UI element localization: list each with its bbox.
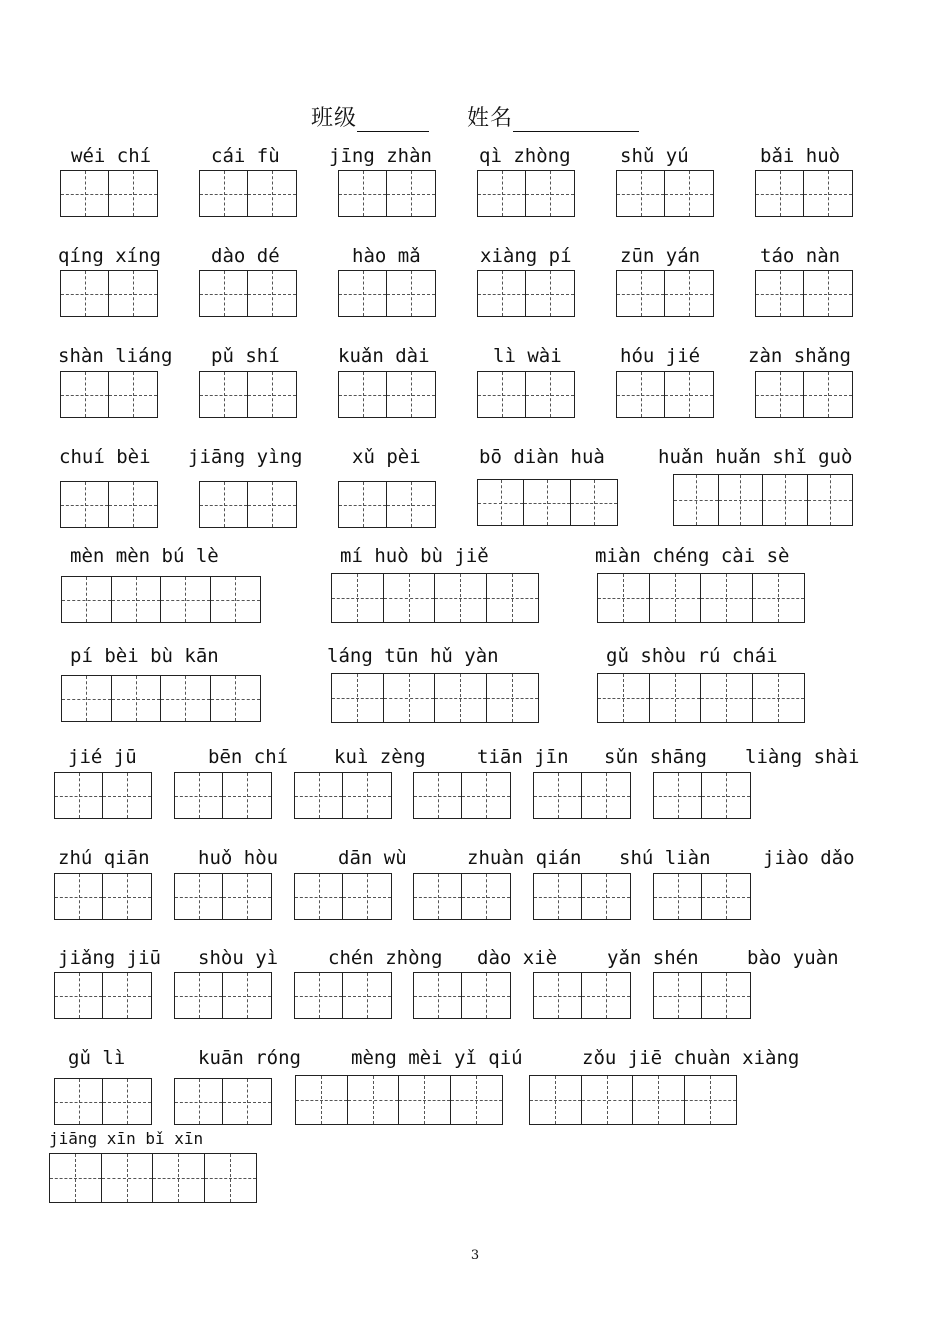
pinyin-label: pí bèi bù kān (70, 645, 219, 667)
character-box[interactable] (650, 674, 702, 722)
character-box[interactable] (654, 973, 702, 1018)
character-box[interactable] (223, 1079, 271, 1124)
writing-boxes (295, 1075, 503, 1125)
character-box[interactable] (702, 773, 750, 818)
name-blank[interactable] (513, 107, 639, 132)
writing-boxes (294, 873, 392, 920)
pinyin-label: jié jū (68, 746, 137, 768)
character-box[interactable] (702, 874, 750, 919)
pinyin-label: láng tūn hǔ yàn (327, 645, 499, 667)
character-box[interactable] (414, 973, 462, 1018)
pinyin-label: jiǎng jiū (58, 947, 161, 969)
character-box[interactable] (175, 773, 223, 818)
writing-boxes (294, 972, 392, 1019)
character-box[interactable] (462, 973, 510, 1018)
pinyin-label: miàn chéng cài sè (595, 545, 790, 567)
pinyin-label: mí huò bù jiě (340, 545, 489, 567)
writing-boxes (174, 873, 272, 920)
pinyin-label: dào xiè (477, 947, 558, 969)
pinyin-label: zhuàn qián (467, 847, 582, 869)
character-box[interactable] (295, 773, 343, 818)
writing-boxes (533, 873, 631, 920)
character-box[interactable] (654, 874, 702, 919)
writing-boxes (413, 873, 511, 920)
writing-boxes (653, 873, 751, 920)
writing-boxes (60, 170, 158, 217)
character-box[interactable] (435, 574, 487, 622)
character-box[interactable] (478, 171, 526, 216)
character-box[interactable] (211, 577, 261, 622)
writing-boxes (60, 481, 158, 528)
pinyin-label: qíng xíng (58, 245, 161, 267)
character-box[interactable] (61, 482, 109, 527)
character-box[interactable] (103, 874, 151, 919)
writing-boxes (653, 772, 751, 819)
character-box[interactable] (61, 372, 109, 417)
pinyin-label: táo nàn (760, 245, 841, 267)
character-box[interactable] (526, 372, 574, 417)
pinyin-label: shòu yì (198, 947, 279, 969)
character-box[interactable] (62, 676, 112, 721)
writing-boxes (477, 170, 575, 217)
character-box[interactable] (756, 372, 804, 417)
writing-boxes (413, 972, 511, 1019)
character-box[interactable] (399, 1076, 451, 1124)
pinyin-label: lì wài (493, 345, 562, 367)
pinyin-label: huǒ hòu (198, 847, 279, 869)
pinyin-label: shú liàn (619, 847, 711, 869)
character-box[interactable] (526, 171, 574, 216)
character-box[interactable] (223, 973, 271, 1018)
character-box[interactable] (109, 271, 157, 316)
character-box[interactable] (674, 475, 719, 525)
character-box[interactable] (534, 874, 582, 919)
character-box[interactable] (534, 773, 582, 818)
character-box[interactable] (665, 271, 713, 316)
pinyin-label: hóu jié (620, 345, 701, 367)
character-box[interactable] (804, 171, 852, 216)
writing-boxes (60, 270, 158, 317)
character-box[interactable] (478, 271, 526, 316)
writing-boxes (174, 1078, 272, 1125)
writing-boxes (338, 371, 436, 418)
character-box[interactable] (200, 482, 248, 527)
character-box[interactable] (61, 271, 109, 316)
writing-boxes (174, 772, 272, 819)
character-box[interactable] (332, 674, 384, 722)
character-box[interactable] (339, 372, 387, 417)
pinyin-label: zàn shǎng (748, 345, 851, 367)
pinyin-label: mèn mèn bú lè (70, 545, 219, 567)
writing-boxes (616, 371, 714, 418)
writing-boxes (597, 673, 805, 723)
character-box[interactable] (685, 1076, 737, 1124)
character-box[interactable] (435, 674, 487, 722)
class-blank[interactable] (357, 107, 429, 132)
character-box[interactable] (55, 973, 103, 1018)
character-box[interactable] (414, 874, 462, 919)
character-box[interactable] (112, 577, 162, 622)
writing-boxes (533, 972, 631, 1019)
character-box[interactable] (62, 577, 112, 622)
pinyin-label: qì zhòng (479, 145, 571, 167)
character-box[interactable] (102, 1154, 154, 1202)
character-box[interactable] (343, 773, 391, 818)
character-box[interactable] (339, 271, 387, 316)
character-box[interactable] (55, 1079, 103, 1124)
character-box[interactable] (451, 1076, 503, 1124)
character-box[interactable] (702, 973, 750, 1018)
character-box[interactable] (109, 171, 157, 216)
character-box[interactable] (414, 773, 462, 818)
writing-boxes (653, 972, 751, 1019)
character-box[interactable] (55, 773, 103, 818)
character-box[interactable] (248, 372, 296, 417)
pinyin-label: gǔ lì (68, 1047, 126, 1069)
character-box[interactable] (200, 171, 248, 216)
header (0, 101, 950, 132)
pinyin-label: kuǎn dài (338, 345, 430, 367)
character-box[interactable] (462, 874, 510, 919)
name-label: 姓名 (467, 106, 514, 131)
character-box[interactable] (109, 482, 157, 527)
pinyin-label: kuān róng (198, 1047, 301, 1069)
writing-boxes (533, 772, 631, 819)
pinyin-label: jiào dǎo (763, 847, 855, 869)
character-box[interactable] (387, 372, 435, 417)
writing-boxes (54, 972, 152, 1019)
writing-boxes (331, 573, 539, 623)
character-box[interactable] (530, 1076, 582, 1124)
character-box[interactable] (248, 482, 296, 527)
character-box[interactable] (387, 171, 435, 216)
writing-boxes (673, 474, 853, 526)
character-box[interactable] (161, 577, 211, 622)
writing-boxes (54, 1078, 152, 1125)
character-box[interactable] (211, 676, 261, 721)
character-box[interactable] (756, 171, 804, 216)
pinyin-label: huǎn huǎn shǐ guò (658, 446, 853, 468)
pinyin-label: jiāng yìng (188, 446, 303, 468)
character-box[interactable] (175, 874, 223, 919)
character-box[interactable] (534, 973, 582, 1018)
character-box[interactable] (633, 1076, 685, 1124)
pinyin-label: jiāng xīn bǐ xīn (49, 1129, 204, 1148)
pinyin-label: zūn yán (620, 245, 701, 267)
character-box[interactable] (582, 1076, 634, 1124)
writing-boxes (61, 576, 261, 623)
character-box[interactable] (462, 773, 510, 818)
character-box[interactable] (295, 973, 343, 1018)
character-box[interactable] (571, 480, 617, 525)
character-box[interactable] (112, 676, 162, 721)
character-box[interactable] (763, 475, 808, 525)
pinyin-label: gǔ shòu rú chái (606, 645, 778, 667)
pinyin-label: yǎn shén (607, 947, 699, 969)
character-box[interactable] (701, 674, 753, 722)
character-box[interactable] (339, 482, 387, 527)
character-box[interactable] (223, 773, 271, 818)
character-box[interactable] (109, 372, 157, 417)
character-box[interactable] (50, 1154, 102, 1202)
character-box[interactable] (387, 271, 435, 316)
writing-boxes (174, 972, 272, 1019)
pinyin-label: shǔ yú (620, 145, 689, 167)
character-box[interactable] (343, 973, 391, 1018)
writing-boxes (54, 772, 152, 819)
writing-boxes (199, 371, 297, 418)
pinyin-label: hào mǎ (352, 245, 421, 267)
pinyin-label: bǎi huò (760, 145, 841, 167)
character-box[interactable] (205, 1154, 257, 1202)
writing-boxes (597, 573, 805, 623)
writing-boxes (338, 270, 436, 317)
character-box[interactable] (804, 271, 852, 316)
character-box[interactable] (248, 271, 296, 316)
pinyin-label: sǔn shāng (604, 746, 707, 768)
writing-boxes (338, 481, 436, 528)
character-box[interactable] (103, 973, 151, 1018)
character-box[interactable] (701, 574, 753, 622)
writing-boxes (477, 479, 618, 526)
character-box[interactable] (524, 480, 570, 525)
writing-boxes (199, 481, 297, 528)
character-box[interactable] (526, 271, 574, 316)
writing-boxes (60, 371, 158, 418)
writing-boxes (616, 170, 714, 217)
pinyin-label: xǔ pèi (352, 446, 421, 468)
character-box[interactable] (582, 773, 630, 818)
character-box[interactable] (384, 674, 436, 722)
character-box[interactable] (719, 475, 764, 525)
character-box[interactable] (175, 1079, 223, 1124)
character-box[interactable] (343, 874, 391, 919)
pinyin-label: shàn liáng (58, 345, 173, 367)
character-box[interactable] (223, 874, 271, 919)
writing-boxes (199, 270, 297, 317)
character-box[interactable] (582, 973, 630, 1018)
character-box[interactable] (387, 482, 435, 527)
character-box[interactable] (756, 271, 804, 316)
character-box[interactable] (332, 574, 384, 622)
character-box[interactable] (55, 874, 103, 919)
page-number: 3 (470, 1248, 480, 1263)
pinyin-label: bō diàn huà (479, 446, 605, 468)
character-box[interactable] (248, 171, 296, 216)
pinyin-label: dān wù (338, 847, 407, 869)
character-box[interactable] (200, 372, 248, 417)
pinyin-label: bào yuàn (747, 947, 839, 969)
pinyin-label: pǔ shí (211, 345, 280, 367)
character-box[interactable] (339, 171, 387, 216)
writing-boxes (616, 270, 714, 317)
writing-boxes (49, 1153, 257, 1203)
character-box[interactable] (665, 372, 713, 417)
writing-boxes (413, 772, 511, 819)
character-box[interactable] (478, 480, 524, 525)
character-box[interactable] (665, 171, 713, 216)
character-box[interactable] (808, 475, 852, 525)
character-box[interactable] (478, 372, 526, 417)
character-box[interactable] (153, 1154, 205, 1202)
character-box[interactable] (295, 874, 343, 919)
character-box[interactable] (200, 271, 248, 316)
writing-boxes (338, 170, 436, 217)
character-box[interactable] (487, 674, 539, 722)
writing-boxes (199, 170, 297, 217)
pinyin-label: xiàng pí (480, 245, 572, 267)
pinyin-label: wéi chí (71, 145, 152, 167)
pinyin-label: kuì zèng (334, 746, 426, 768)
character-box[interactable] (582, 874, 630, 919)
character-box[interactable] (617, 372, 665, 417)
character-box[interactable] (654, 773, 702, 818)
pinyin-label: jīng zhàn (329, 145, 432, 167)
writing-boxes (294, 772, 392, 819)
character-box[interactable] (598, 574, 650, 622)
pinyin-label: zǒu jiē chuàn xiàng (582, 1047, 800, 1069)
class-label: 班级 (310, 106, 357, 131)
character-box[interactable] (598, 674, 650, 722)
character-box[interactable] (384, 574, 436, 622)
character-box[interactable] (61, 171, 109, 216)
character-box[interactable] (617, 271, 665, 316)
pinyin-label: zhú qiān (58, 847, 150, 869)
character-box[interactable] (296, 1076, 348, 1124)
pinyin-label: bēn chí (208, 746, 289, 768)
writing-boxes (331, 673, 539, 723)
character-box[interactable] (103, 773, 151, 818)
pinyin-label: chén zhòng (328, 947, 443, 969)
character-box[interactable] (487, 574, 539, 622)
character-box[interactable] (753, 674, 805, 722)
character-box[interactable] (103, 1079, 151, 1124)
writing-boxes (477, 270, 575, 317)
pinyin-label: dào dé (211, 245, 280, 267)
writing-boxes (477, 371, 575, 418)
writing-boxes (755, 270, 853, 317)
character-box[interactable] (650, 574, 702, 622)
character-box[interactable] (753, 574, 805, 622)
pinyin-label: cái fù (211, 145, 280, 167)
writing-boxes (755, 371, 853, 418)
character-box[interactable] (348, 1076, 400, 1124)
pinyin-label: tiān jīn (477, 746, 569, 768)
writing-boxes (61, 675, 261, 722)
writing-boxes (755, 170, 853, 217)
character-box[interactable] (804, 372, 852, 417)
character-box[interactable] (161, 676, 211, 721)
character-box[interactable] (175, 973, 223, 1018)
writing-boxes (529, 1075, 737, 1125)
pinyin-label: mèng mèi yǐ qiú (351, 1047, 523, 1069)
pinyin-label: chuí bèi (59, 446, 151, 468)
pinyin-label: liàng shài (745, 746, 860, 768)
character-box[interactable] (617, 171, 665, 216)
writing-boxes (54, 873, 152, 920)
